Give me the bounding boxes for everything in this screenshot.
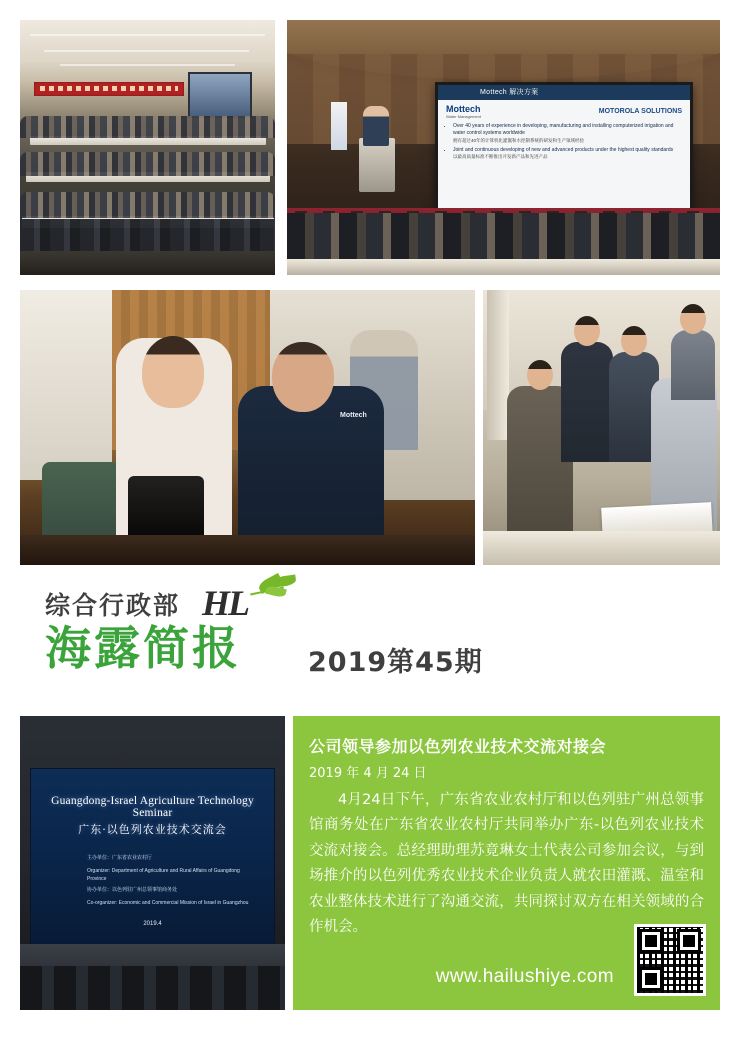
photo1-projection-screen bbox=[188, 72, 252, 118]
led-title-en: Guangdong-Israel Agriculture Technology Seminar bbox=[51, 795, 254, 819]
slide-bullet-text: Joint and continuous developing of new and advanced products under the highest quality standards bbox=[453, 147, 674, 154]
led-title-cn: 广东·以色列农业技术交流会 bbox=[78, 823, 227, 836]
slide-bullet-text: Over 40 years of experience in developing, manufacturing and installing computerized irrigation and water control systems worldwide bbox=[453, 123, 674, 137]
issue-number: 2019第45期 bbox=[308, 647, 483, 678]
photo3-head-man bbox=[272, 342, 334, 412]
article-panel bbox=[293, 716, 720, 1010]
qr-code-modules bbox=[637, 927, 703, 993]
slide-body bbox=[438, 121, 690, 166]
presentation-screen bbox=[435, 82, 693, 212]
led-line-4: Co-organizer: Economic and Commercial Mission of Israel in Guangzhou bbox=[87, 900, 249, 906]
photo2-speaker bbox=[363, 106, 389, 146]
page-title: 海露简报 bbox=[45, 621, 241, 675]
photo1-ceiling bbox=[20, 20, 275, 78]
photo1-attendees bbox=[20, 152, 275, 176]
qr-finder-icon bbox=[639, 967, 663, 991]
photo3-head-woman bbox=[142, 336, 204, 408]
qr-finder-icon bbox=[639, 929, 663, 953]
led-line-3: 协办单位：以色列驻广州总领事馆商务处 bbox=[87, 887, 178, 893]
motorola-logo bbox=[599, 108, 682, 115]
mottech-logo-text: Mottech bbox=[446, 104, 481, 114]
website-url[interactable]: www.hailushiye.com bbox=[435, 966, 614, 987]
slide-bullet bbox=[453, 123, 682, 144]
photo-seminar-hall bbox=[20, 20, 275, 275]
photo1-floor bbox=[20, 251, 275, 275]
photo3-polo-logo: Mottech bbox=[340, 412, 367, 419]
photo1-ceiling-line bbox=[30, 34, 265, 36]
photo3-left-wall bbox=[20, 290, 112, 480]
photo4-person bbox=[671, 330, 715, 400]
slide-header: Mottech 解决方案 bbox=[438, 85, 690, 100]
photo2-podium bbox=[359, 138, 395, 192]
article-date: 2019 年 4 月 24 日 bbox=[309, 766, 427, 781]
slide-bullet-text-cn: 以最高质量标准不断推出开发新产品和先进产品 bbox=[453, 154, 548, 160]
photo1-ceiling-line bbox=[44, 50, 249, 52]
photo4-person-head bbox=[680, 304, 706, 334]
led-line-1: 主办单位：广东省农业农村厅 bbox=[87, 855, 153, 861]
photo1-attendees bbox=[20, 116, 275, 138]
department-name: 综合行政部 bbox=[45, 591, 181, 620]
qr-finder-icon bbox=[677, 929, 701, 953]
photo4-person-head bbox=[621, 326, 647, 356]
slide-bullet-list bbox=[446, 123, 682, 161]
photo-seminar-stage bbox=[20, 716, 285, 1010]
led-line-2: Organizer: Department of Agriculture and Rural Affairs of Guangdong Province bbox=[87, 868, 240, 882]
article-title: 公司领导参加以色列农业技术交流对接会 bbox=[309, 737, 607, 756]
photo-group-tasting bbox=[483, 290, 720, 565]
photo5-led-screen bbox=[30, 768, 275, 946]
slide-bullet bbox=[453, 147, 682, 161]
photo4-person-head bbox=[574, 316, 600, 346]
article-body: 4月24日下午，广东省农业农村厅和以色列驻广州总领事馆商务处在广东省农业农村厅共同举办广东-以色列农业技术交流对接会。总经理助理苏竟琳女士代表公司参加会议，与到场推介的以色列优秀农业技术企业负责人就农田灌溉、温室和农业整体技术进行了沟通交流，共同探讨双方在相关领域的合作机会。 bbox=[309, 792, 704, 935]
photo4-person bbox=[561, 342, 613, 462]
hailu-logo bbox=[196, 576, 308, 623]
qr-code-icon[interactable] bbox=[634, 924, 706, 996]
mottech-logo-subtext: Water Management bbox=[446, 114, 481, 119]
photo3-floor bbox=[20, 535, 475, 565]
mottech-logo bbox=[446, 104, 481, 119]
photo1-red-banner bbox=[34, 82, 184, 96]
photo4-person-head bbox=[527, 360, 553, 390]
photo2-flag bbox=[331, 102, 347, 150]
slide-logos bbox=[438, 100, 690, 121]
hailu-logo-letters: HL bbox=[202, 583, 248, 623]
photo4-pillar bbox=[487, 290, 509, 440]
motorola-logo-text: MOTOROLA SOLUTIONS bbox=[598, 108, 682, 115]
masthead bbox=[0, 570, 740, 710]
slide-bullet-text-cn: 拥有超过40年的计算机化灌溉和水控制系统的研发和生产领域经验 bbox=[453, 137, 585, 143]
photo4-table bbox=[483, 531, 720, 565]
photo2-front-table bbox=[287, 259, 720, 275]
photo-presentation bbox=[287, 20, 720, 275]
photo-handshake bbox=[20, 290, 475, 565]
photo1-ceiling-line bbox=[60, 64, 235, 66]
photo5-seats bbox=[20, 966, 285, 1010]
led-date: 2019.4 bbox=[143, 921, 162, 927]
photo1-attendees bbox=[20, 192, 275, 218]
